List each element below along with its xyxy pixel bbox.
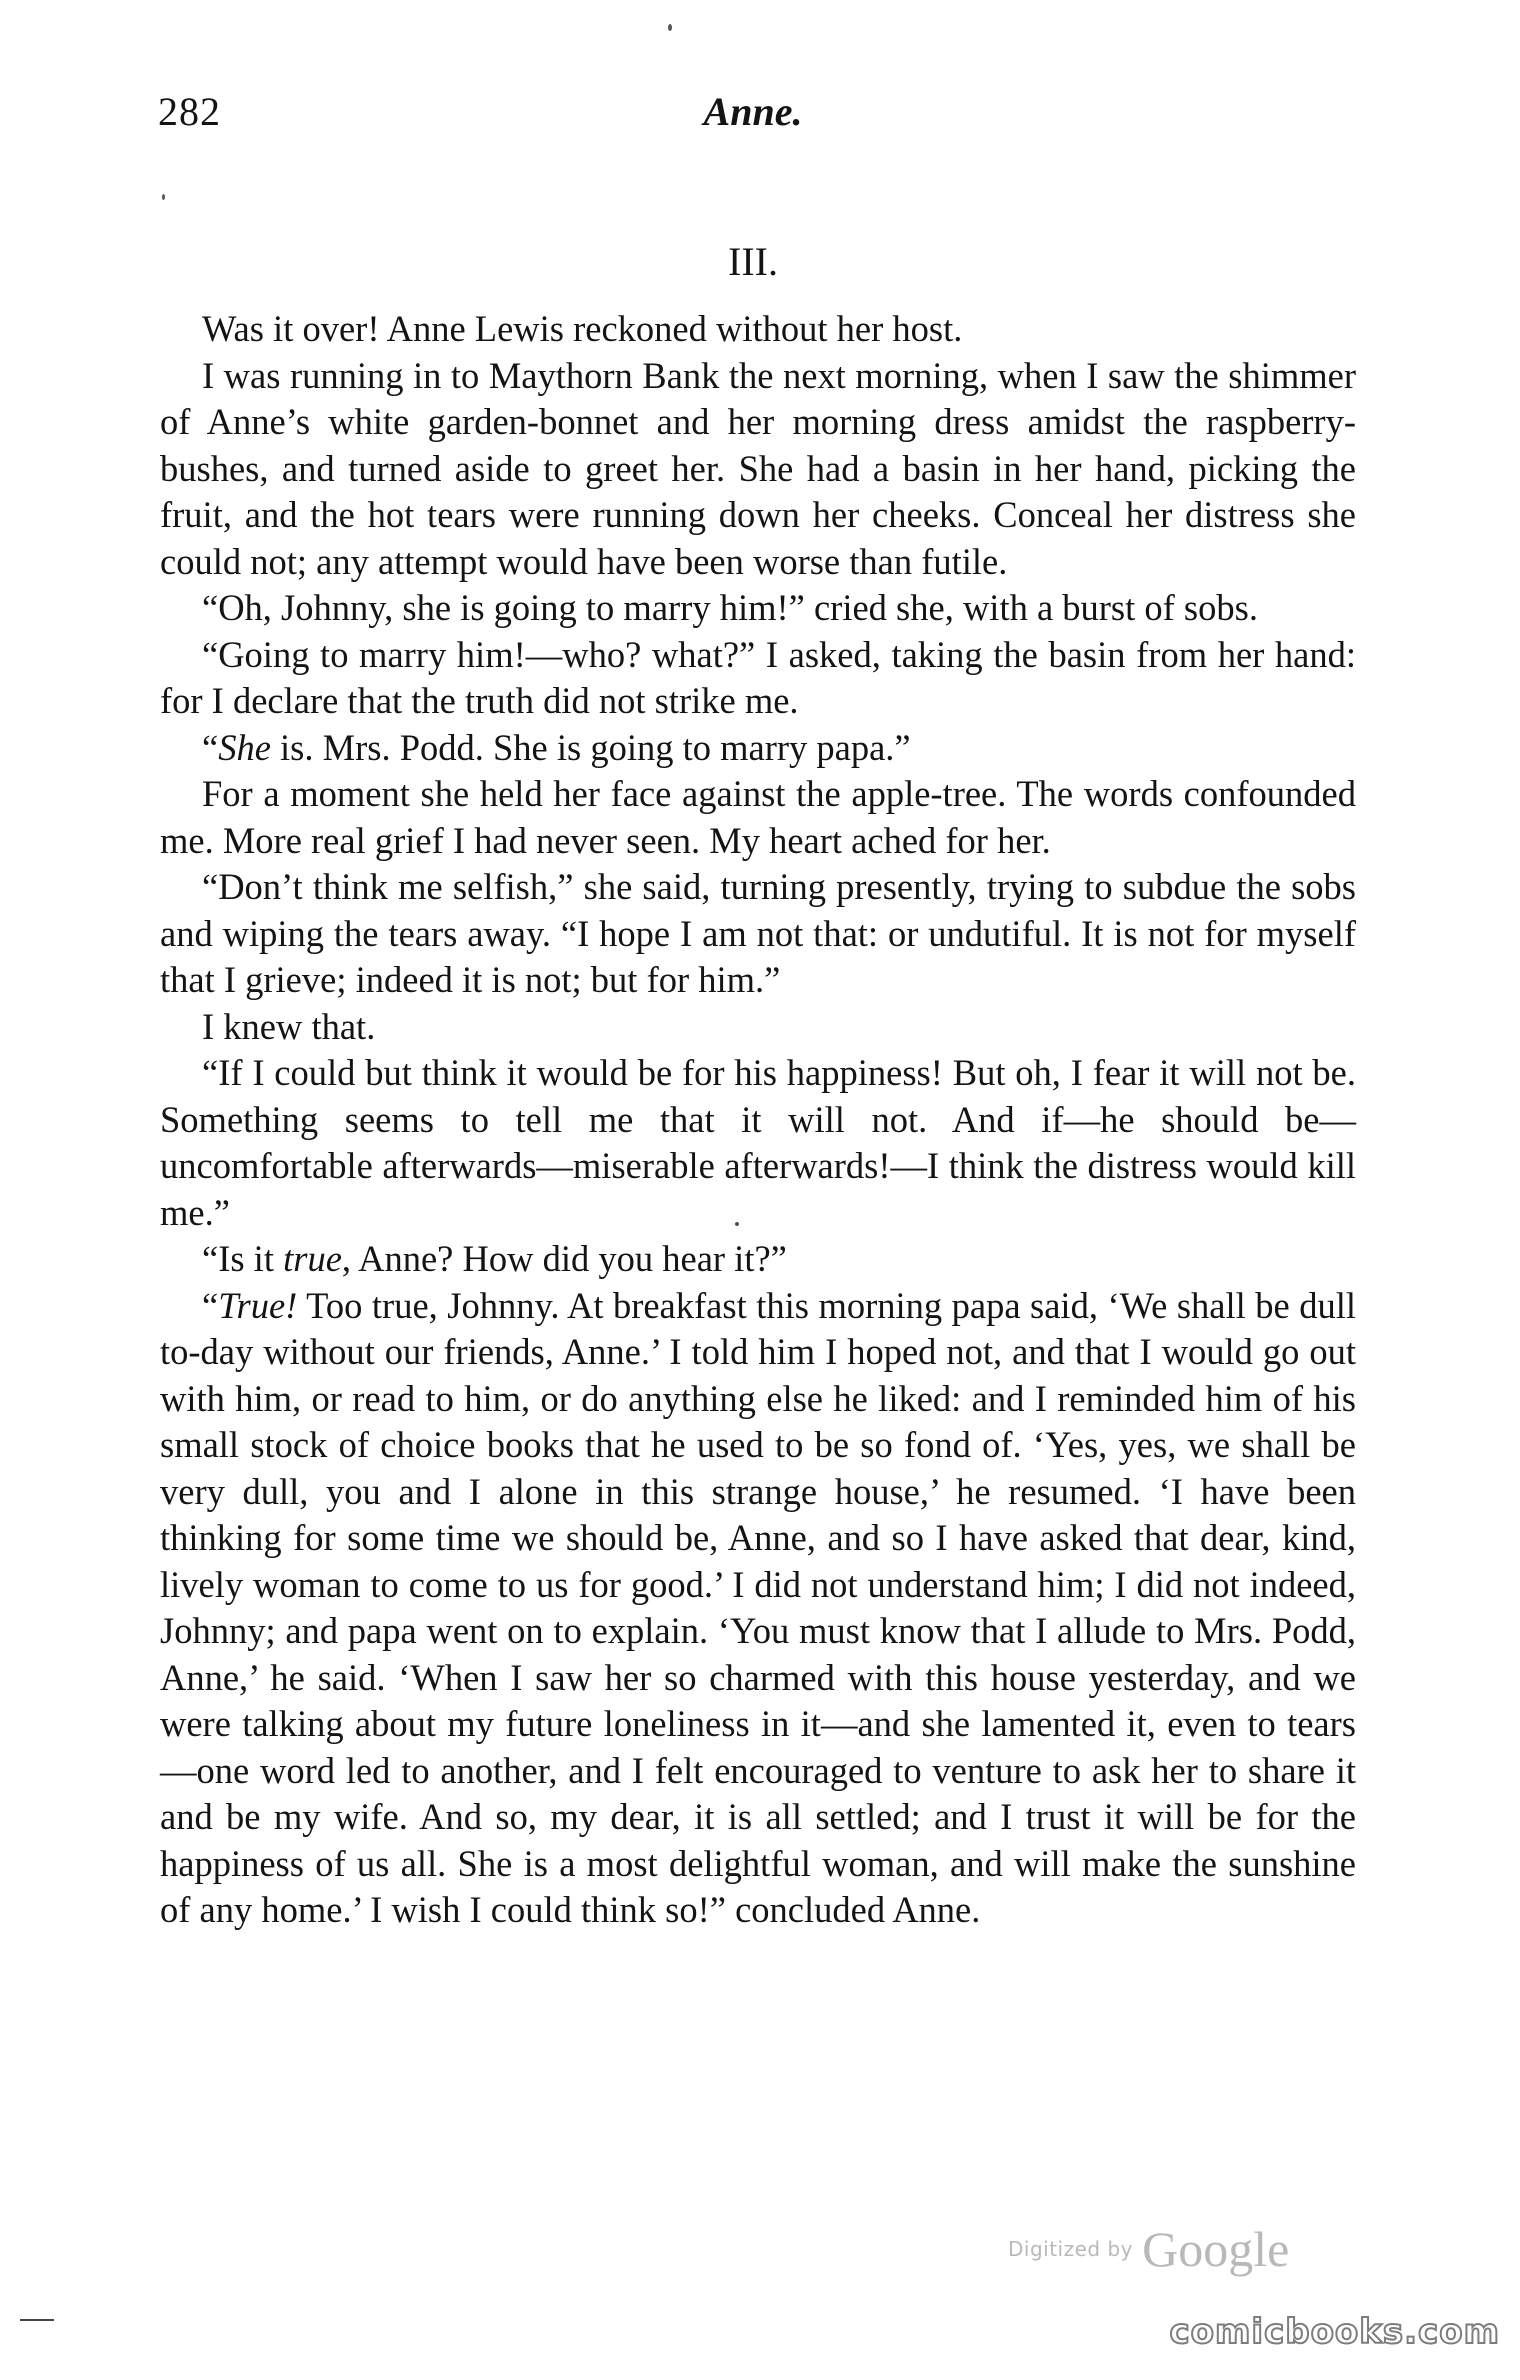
watermark-brand: Google [1142, 2221, 1290, 2277]
paragraph: I was running in to Maythorn Bank the next morning, when I saw the shimmer of Anne’s white garden-bonnet and her morning dress amidst the raspberry-bushes, and turned aside to greet her. She had a basin in her hand, picking the fruit, and the hot tears were running down her cheeks. Conceal her distress she could not; any attempt would have been worse than futile. [160, 354, 1356, 582]
paragraph: “Oh, Johnny, she is going to marry him!” cried she, with a burst of sobs. [202, 587, 1258, 628]
ink-speck [735, 1222, 739, 1226]
paragraph: “If I could but think it would be for his happiness! But oh, I fear it will not be. Something seems to tell me that it will not. And if—he should be—uncomfortable afterwards—miserable afterwards!—I think the distress would kill me.” [160, 1052, 1356, 1233]
ink-speck [668, 24, 672, 31]
page-header [158, 88, 1348, 148]
running-head: Anne. [703, 89, 803, 134]
emphasis: true [283, 1238, 342, 1279]
paragraph-rest: Too true, Johnny. At breakfast this morning papa said, ‘We shall be dull to-day without our friends, Anne.’ I told him I hoped not, and that I would go out with him, or read to him, or do anything else he liked: and I reminded him of his small stock of choice books that he used to be so fond of. ‘Yes, yes, we shall be very dull, you and I alone in this strange house,’ he resumed. ‘I have been thinking for some time we should be, Anne, and so I have asked that dear, kind, lively woman to come to us for good.’ I did not understand him; I did not indeed, Johnny; and papa went on to explain. ‘You must know that I allude to Mrs. Podd, Anne,’ he said. ‘When I saw her so charmed with this house yesterday, and we were talking about my future loneliness in it—and she lamented it, even to tears—one word led to another, and I felt encouraged to venture to ask her to share it and be my wife. And so, my dear, it is all settled; and I trust it will be for the happiness of us all. She is a most delightful woman, and will make the sunshine of any home.’ I wish I could think so!” concluded Anne. [160, 1284, 1356, 1930]
watermark-prefix: Digitized by [1008, 2237, 1133, 2261]
paragraph [160, 1236, 1356, 1283]
quote-open: “Is it [202, 1238, 284, 1279]
paragraph: “Don’t think me selfish,” she said, turning presently, trying to subdue the sobs and wiping the tears away. “I hope I am not that: or undutiful. It is not for myself that I grieve; indeed it is not; but for him.” [160, 866, 1356, 1000]
ink-speck [162, 194, 165, 200]
body-text [160, 306, 1356, 1934]
quote-open: “ [202, 726, 219, 768]
paragraph: “Going to marry him!—who? what?” I asked, taking the basin from her hand: for I declare that the truth did not strike me. [160, 633, 1356, 721]
paragraph-rest: is. Mrs. Podd. She is going to marry papa.” [270, 726, 911, 768]
emphasis: She [218, 726, 271, 768]
paragraph: I knew that. [202, 1005, 376, 1047]
paragraph [160, 725, 1356, 772]
digitized-watermark [1008, 2220, 1289, 2278]
paragraph-rest: , Anne? How did you hear it?” [341, 1238, 787, 1279]
chapter-heading: III. [728, 239, 778, 284]
quote-open: “ [202, 1284, 219, 1326]
margin-mark [20, 2319, 54, 2321]
site-watermark: comicbooks.com [1169, 2312, 1500, 2352]
paragraph: Was it over! Anne Lewis reckoned without her host. [202, 308, 963, 349]
page-number: 282 [158, 89, 221, 134]
paragraph: For a moment she held her face against the apple-tree. The words confounded me. More real grief I had never seen. My heart ached for her. [160, 773, 1356, 861]
emphasis: True! [218, 1284, 298, 1326]
paragraph [160, 1283, 1356, 1934]
